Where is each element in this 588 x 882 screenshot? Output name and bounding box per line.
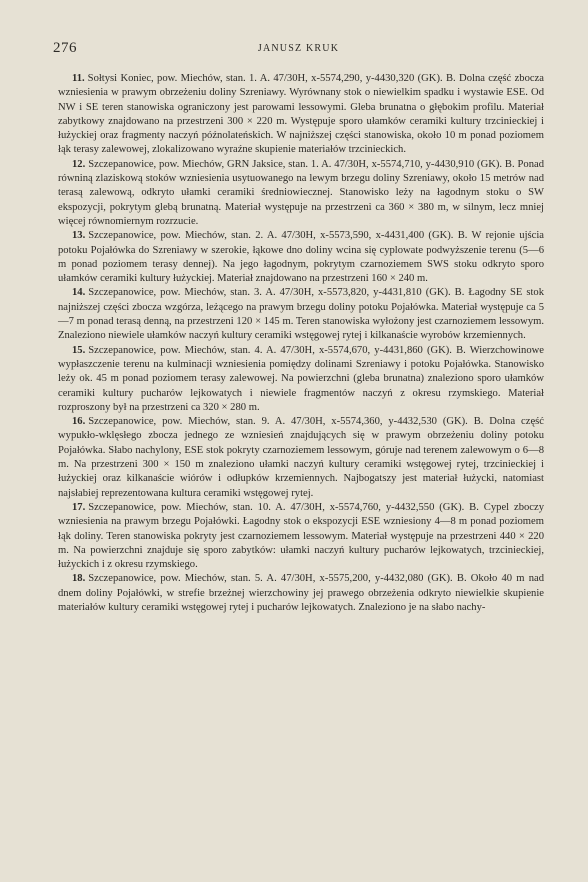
entry-text: Szczepanowice, pow. Miechów, stan. 10. A. 47/30H, x-5574,760, y-4432,550 (GK). B. Cypel zboczy wzniesienia na prawym brzegu Pojałówki. Łagodny stok o ekspozycji ESE wzniesiony 4—8 m ponad poziomem łąk doliny. Teren stanowiska pokryty jest czarnoziemem lessowym. Materiał występuje na przestrzeni 440 × 220 m. Na powierzchni znajduje się sporo zabytków: ułamki naczyń kultury pucharów lejkowatych, trzcinieckiej, łużyckich i z okresu rzymskiego. <box>58 501 544 571</box>
entry-number: 18. <box>72 573 86 585</box>
site-entry <box>58 415 544 501</box>
entry-text: Szczepanowice, pow. Miechów, GRN Jaksice, stan. 1. A. 47/30H, x-5574,710, y-4430,910 (GK). B. Ponad równiną zlaziskową stoków wzniesienia usytuowanego na lewym brzegu doliny Szreniawy, około 15 metrów nad terasą zalewową, odkryto ułamki ceramiki średniowiecznej. Stanowisko leży na łagodnym stoku o SW ekspozycji, pokrytym glebą brunatną. Materiał występuje na przestrzeni ca 360 × 380 m, w silnym, lecz mniej więcej równomiernym rozrzucie. <box>58 158 544 227</box>
entry-text: Szczepanowice, pow. Miechów, stan. 9. A. 47/30H, x-5574,360, y-4432,530 (GK). B. Dolna część wypukło-wklęsłego zbocza jednego ze wzniesień znajdujących się w prawym obrzeżeniu doliny potoku Pojałówka. Słabo nachylony, ESE stok pokryty czarnoziemem lessowym, góruje nad terenem zalewowym o 6—8 m. Na przestrzeni 300 × 150 m znaleziono ułamki naczyń kultury ceramiki wstęgowej rytej, trzcinieckiej i łużyckiej oraz kilkanaście wiórów i odłupków krzemiennych. Najbogatszy jest materiał łużycki, natomiast najsłabiej reprezentowana kultura ceramiki wstęgowej rytej. <box>58 416 544 499</box>
site-entry <box>58 72 544 158</box>
site-entry <box>58 158 544 229</box>
entry-number: 13. <box>72 230 86 242</box>
entry-number: 15. <box>72 344 86 356</box>
entry-text: Sołtysi Koniec, pow. Miechów, stan. 1. A. 47/30H, x-5574,290, y-4430,320 (GK). B. Dolna część zbocza wzniesienia w prawym obrzeżeniu doliny Szreniawy. Wyrównany stok o niewielkim spadku i wystawie ESE. Od NW i SE teren stanowiska ograniczony jest parowami lessowymi. Gleba brunatna o głębokim profilu. Materiał zabytkowy znajdowano na przestrzeni 300 × 220 m. Występuje sporo ułamków ceramiki kultury trzcinieckiej i łużyckiej oraz fragmenty naczyń późnolateńskich. W najniższej części stanowiska, około 10 m ponad poziomem łąk terasy zalewowej, zlokalizowano wyraźne skupienie materiałów trzcinieckich. <box>58 73 544 156</box>
running-title: JANUSZ KRUK <box>257 43 340 54</box>
entry-number: 14. <box>72 287 86 299</box>
entry-number: 16. <box>72 416 86 428</box>
entry-number: 12. <box>72 158 86 170</box>
site-entry <box>58 501 544 572</box>
running-head <box>53 40 544 58</box>
site-entry <box>58 229 544 286</box>
entry-text: Szczepanowice, pow. Miechów, stan. 4. A. 47/30H, x-5574,670, y-4431,860 (GK). B. Wierzchowinowe wypłaszczenie terenu na kulminacji wzniesienia pomiędzy dolinami Szreniawy i potoku Pojałówka. Stanowisko leży ok. 45 m ponad poziomem terasy zalewowej. Na powierzchni (gleba brunatna) znaleziono sporo ułamków ceramiki kultury pucharów lejkowatych i niewiele fragmentów naczyń z okresu rzymskiego. Materiał rozproszony był na przestrzeni ca 320 × 280 m. <box>58 344 544 413</box>
entry-text: Szczepanowice, pow. Miechów, stan. 3. A. 47/30H, x-5573,820, y-4431,810 (GK). B. Łagodny SE stok najniższej części zbocza wzgórza, leżącego na prawym brzegu doliny potoku Pojałówka. Materiał występuje ca 5—7 m ponad terasą denną, na przestrzeni 120 × 145 m. Teren stanowiska wyłożony jest czarnoziemem lessowym. Znaleziono niewiele ułamków naczyń kultury ceramiki wstęgowej rytej i kilkanaście wyrobów krzemiennych. <box>58 287 544 342</box>
site-entry <box>58 286 544 343</box>
body-text <box>58 72 544 615</box>
site-entry <box>58 572 544 615</box>
site-entry <box>58 344 544 415</box>
entry-text: Szczepanowice, pow. Miechów, stan. 5. A. 47/30H, x-5575,200, y-4432,080 (GK). B. Około 40 m nad dnem doliny Pojałówki, w strefie brzeżnej wierzchowiny jej prawego obrzeżenia odkryto niewielkie skupienie materiałów kultury ceramiki wstęgowej rytej i pucharów lejkowatych. Znaleziono je na słabo nachy- <box>58 573 544 613</box>
page-number: 276 <box>53 40 77 56</box>
entry-text: Szczepanowice, pow. Miechów, stan. 2. A. 47/30H, x-5573,590, x-4431,400 (GK). B. W rejonie ujścia potoku Pojałówka do Szreniawy w szerokie, łąkowe dno doliny wcina się cyplowate podwyższenie terenu (5—6 m ponad poziomem terasy dennej). Na jego łagodnym, pokrytym czarnoziemem SWS stoku odkryto sporo ułamków ceramiki kultury łużyckiej. Materiał znajdowano na przestrzeni 160 × 240 m. <box>58 230 544 285</box>
entry-number: 11. <box>72 73 85 84</box>
entry-number: 17. <box>72 501 86 513</box>
